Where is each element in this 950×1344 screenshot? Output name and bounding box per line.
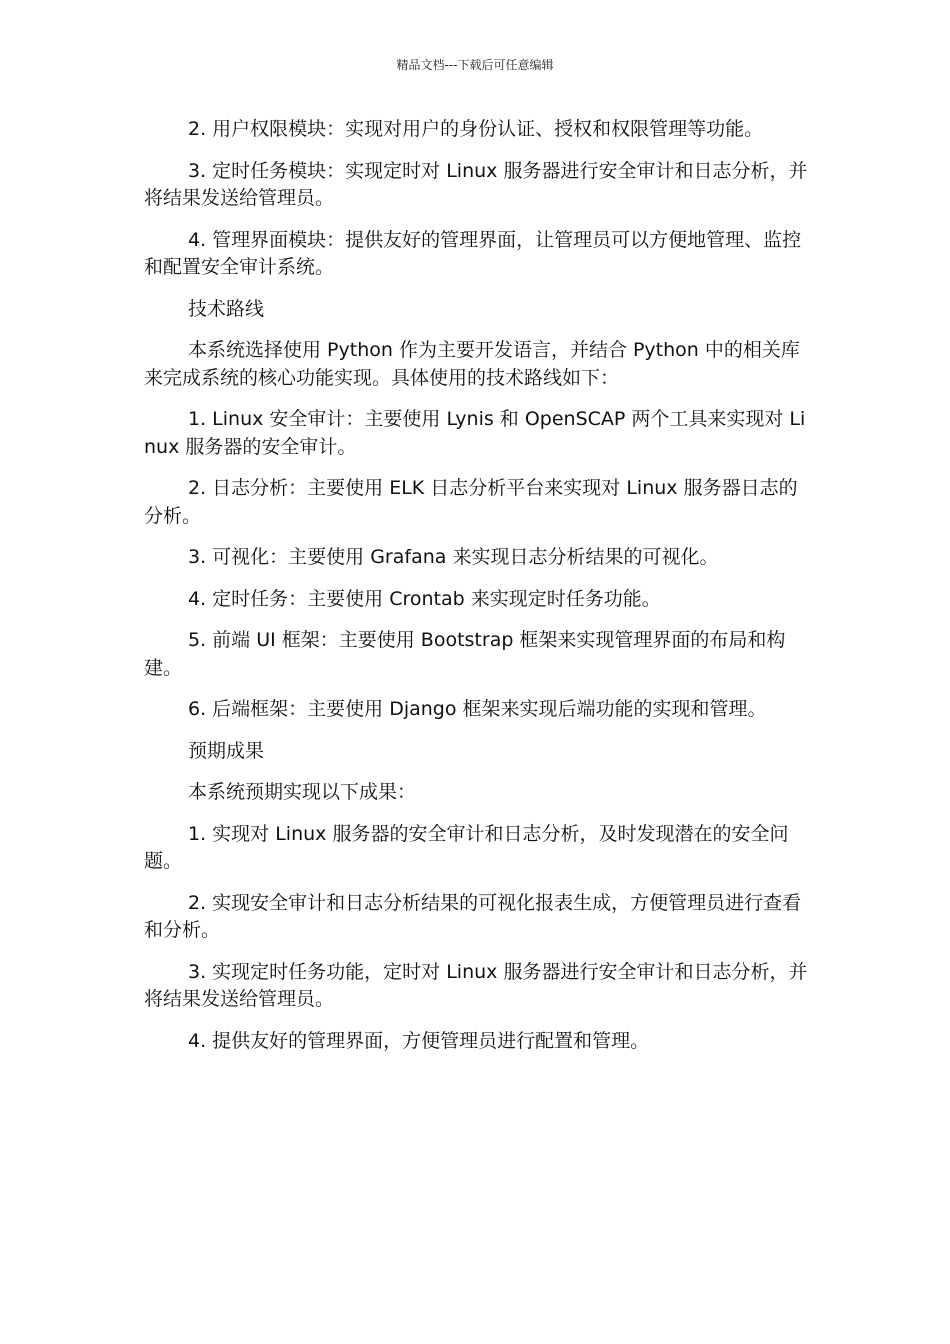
page-header: 精品文档---下载后可任意编辑 (396, 58, 554, 72)
section-heading-expected-results: 预期成果 (188, 739, 265, 762)
paragraph-linux-audit: 1. Linux 安全审计：主要使用 Lynis 和 OpenSCAP 两个工具来实现对 Linux 服务器的安全审计。 (144, 408, 806, 458)
paragraph-backend-framework: 6. 后端框架：主要使用 Django 框架来实现后端功能的实现和管理。 (188, 698, 767, 720)
paragraph-log-analysis: 2. 日志分析：主要使用 ELK 日志分析平台来实现对 Linux 服务器日志的分析。 (144, 477, 798, 527)
paragraph-management-ui-module: 4. 管理界面模块：提供友好的管理界面，让管理员可以方便地管理、监控和配置安全审计系统。 (144, 228, 802, 278)
paragraph-visualization: 3. 可视化：主要使用 Grafana 来实现日志分析结果的可视化。 (188, 546, 719, 568)
paragraph-scheduled-task-module: 3. 定时任务模块：实现定时对 Linux 服务器进行安全审计和日志分析，并将结果发送给管理员。 (144, 159, 808, 209)
paragraph-user-permission-module: 2. 用户权限模块：实现对用户的身份认证、授权和权限管理等功能。 (188, 118, 764, 140)
paragraph-frontend-framework: 5. 前端 UI 框架：主要使用 Bootstrap 框架来实现管理界面的布局和构建。 (144, 629, 786, 679)
paragraph-tech-route-intro: 本系统选择使用 Python 作为主要开发语言，并结合 Python 中的相关库来完成系统的核心功能实现。具体使用的技术路线如下： (144, 339, 800, 389)
paragraph-result-ui: 4. 提供友好的管理界面，方便管理员进行配置和管理。 (188, 1029, 650, 1052)
paragraph-result-reports: 2. 实现安全审计和日志分析结果的可视化报表生成，方便管理员进行查看和分析。 (144, 891, 802, 941)
paragraph-result-scheduled: 3. 实现定时任务功能，定时对 Linux 服务器进行安全审计和日志分析，并将结果发送给管理员。 (144, 960, 808, 1010)
paragraph-scheduled-task: 4. 定时任务：主要使用 Crontab 来实现定时任务功能。 (188, 587, 661, 610)
paragraph-expected-intro: 本系统预期实现以下成果： (188, 781, 417, 803)
paragraph-result-audit: 1. 实现对 Linux 服务器的安全审计和日志分析，及时发现潜在的安全问题。 (144, 822, 789, 872)
section-heading-tech-route: 技术路线 (188, 297, 265, 320)
document-body (144, 116, 808, 1069)
